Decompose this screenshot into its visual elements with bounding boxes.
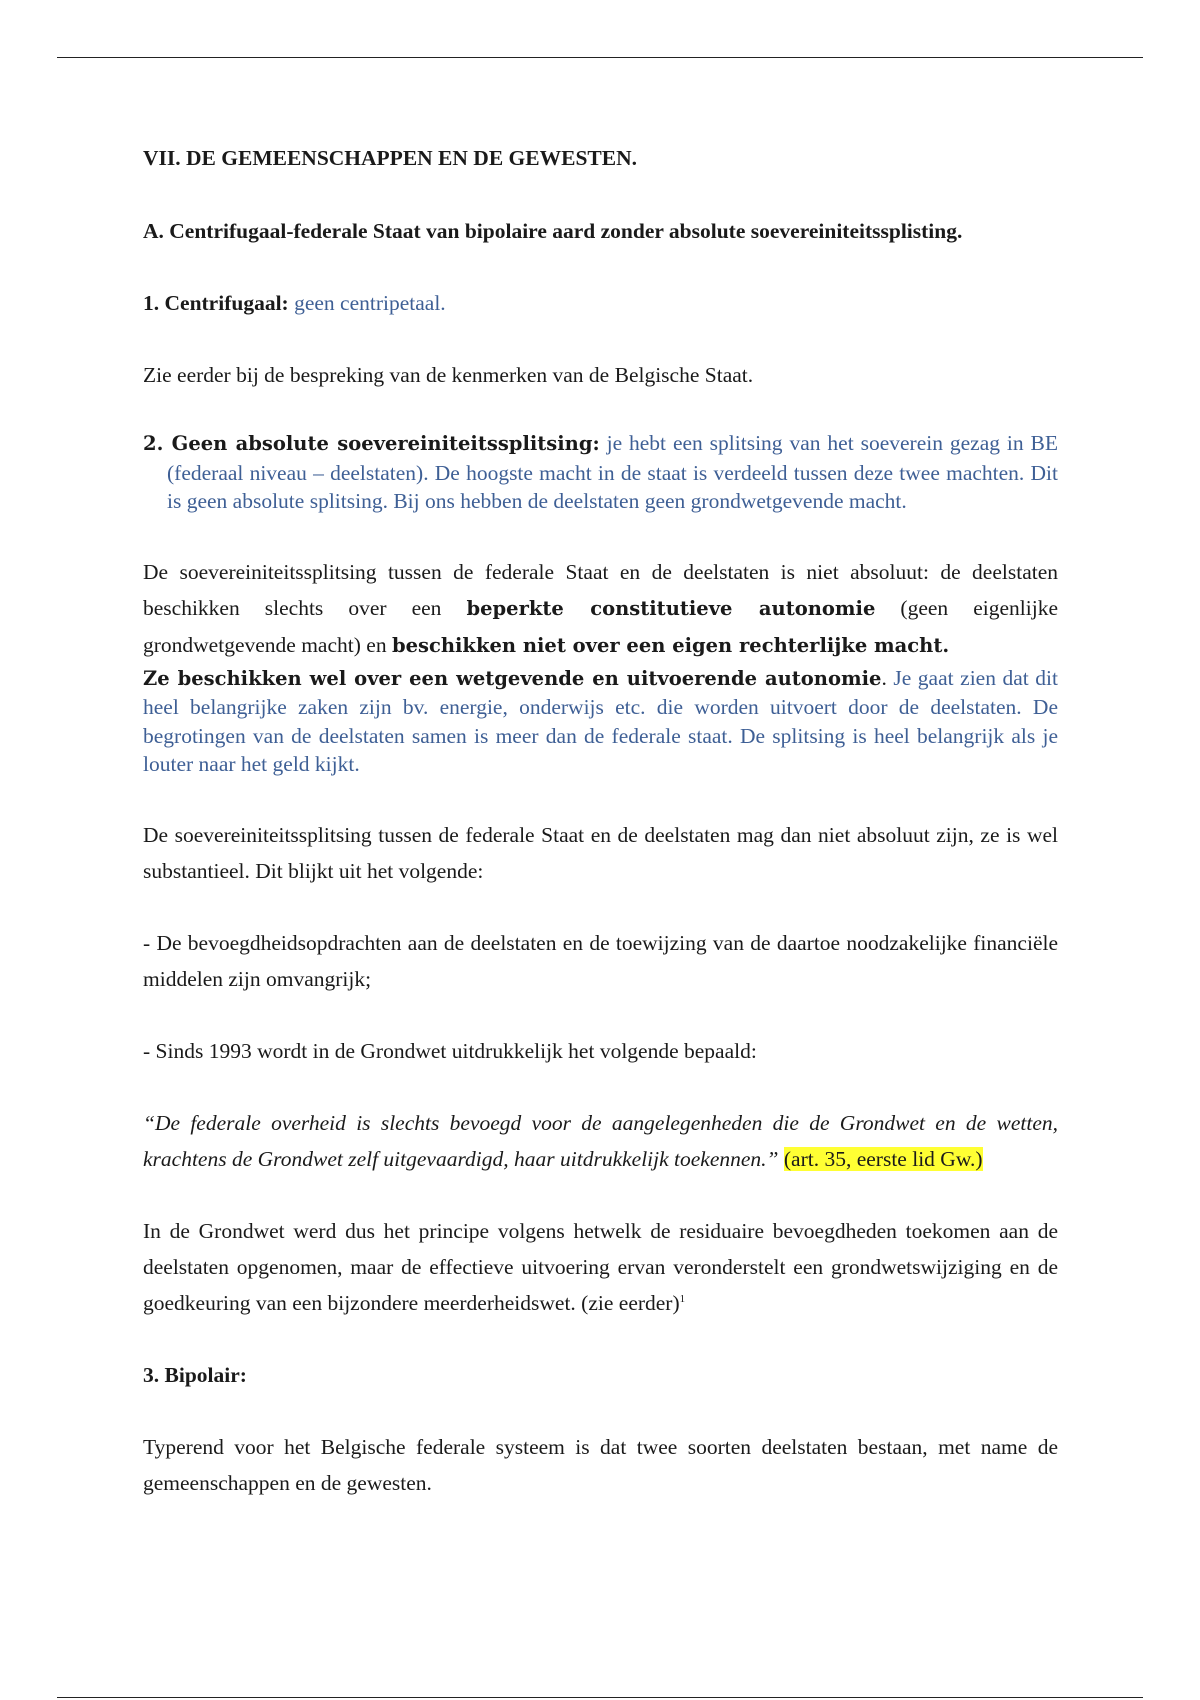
section-a-heading: A. Centrifugaal-federale Staat van bipolaire aard zonder absolute soevereiniteitssplisting. bbox=[143, 219, 963, 243]
bullet-bevoegdheden: - De bevoegdheidsopdrachten aan de deelstaten en de toewijzing van de daartoe noodzakelijke financiële middelen zijn omvangrijk; bbox=[143, 930, 1058, 991]
splitsing-text-2: (geen eigenlijke grondwetgevende macht) en bbox=[143, 595, 1058, 657]
paragraph-splitsing bbox=[143, 554, 1058, 664]
bottom-rule bbox=[57, 1697, 1143, 1698]
bullet-sinds-1993: - Sinds 1993 wordt in de Grondwet uitdrukkelijk het volgende bepaald: bbox=[143, 1038, 757, 1063]
paragraph-zie-eerder: Zie eerder bij de bespreking van de kenmerken van de Belgische Staat. bbox=[143, 363, 754, 387]
residuair-text: In de Grondwet werd dus het principe volgens hetwelk de residuaire bevoegdheden toekomen aan de deelstaten opgenomen, maar de effectieve uitvoering ervan veronderstelt een grondwetswijziging en de goedkeuring van een bijzondere meerderheidswet. (zie eerder) bbox=[143, 1218, 1058, 1315]
paragraph-typerend: Typerend voor het Belgische federale systeem is dat twee soorten deelstaten bestaan, met name de gemeenschappen en de gewesten. bbox=[143, 1434, 1058, 1495]
footnote-marker: 1 bbox=[679, 1292, 686, 1305]
point-1-note: geen centripetaal. bbox=[294, 291, 446, 315]
point-1 bbox=[143, 285, 1058, 321]
paragraph-residuair bbox=[143, 1213, 1058, 1321]
splitsing-note: Je gaat zien dat dit heel belangrijke zaken zijn bv. energie, onderwijs etc. die worden uitvoert door de deelstaten. De begrotingen van de deelstaten samen is meer dan de federale staat. De splitsing is heel belangrijk als je louter naar het geld kijkt. bbox=[143, 665, 1058, 776]
splitsing-text-3: . bbox=[881, 665, 887, 690]
paragraph-autonomie bbox=[143, 664, 1058, 779]
quote-article-35 bbox=[143, 1105, 1058, 1177]
point-1-label: 1. Centrifugaal: bbox=[143, 291, 289, 315]
splitsing-bold-3: Ze beschikken wel over een wetgevende en uitvoerende autonomie bbox=[143, 666, 882, 690]
point-2 bbox=[143, 429, 1058, 516]
point-3-label: 3. Bipolair: bbox=[143, 1362, 247, 1387]
article-reference-highlight: (art. 35, eerste lid Gw.) bbox=[783, 1146, 983, 1171]
point-2-note: je hebt een splitsing van het soeverein gezag in BE (federaal niveau – deelstaten). De hoogste macht in de staat is verdeeld tussen deze twee machten. Dit is geen absolute splitsing. Bij ons hebben de deelstaten geen grondwetgevende macht. bbox=[167, 431, 1059, 513]
paragraph-substantieel: De soevereiniteitssplitsing tussen de federale Staat en de deelstaten mag dan niet absoluut zijn, ze is wel substantieel. Dit blijkt uit het volgende: bbox=[143, 822, 1058, 883]
top-rule bbox=[57, 57, 1143, 58]
quote-text: “De federale overheid is slechts bevoegd voor de aangelegenheden die de Grondwet en de wetten, krachtens de Grondwet zelf uitgevaardigd, haar uitdrukkelijk toekennen.” bbox=[143, 1110, 1058, 1171]
splitsing-bold-1: beperkte constitutieve autonomie bbox=[466, 596, 876, 620]
chapter-heading: VII. DE GEMEENSCHAPPEN EN DE GEWESTEN. bbox=[143, 146, 637, 170]
splitsing-bold-2: beschikken niet over een eigen rechterlijke macht. bbox=[391, 633, 950, 657]
splitsing-text-1: De soevereiniteitssplitsing tussen de federale Staat en de deelstaten is niet absoluut: de deelstaten beschikken slechts over een bbox=[143, 559, 1058, 620]
document-page bbox=[143, 140, 1058, 1537]
point-2-label: 2. Geen absolute soevereiniteitssplitsing: bbox=[143, 432, 600, 455]
